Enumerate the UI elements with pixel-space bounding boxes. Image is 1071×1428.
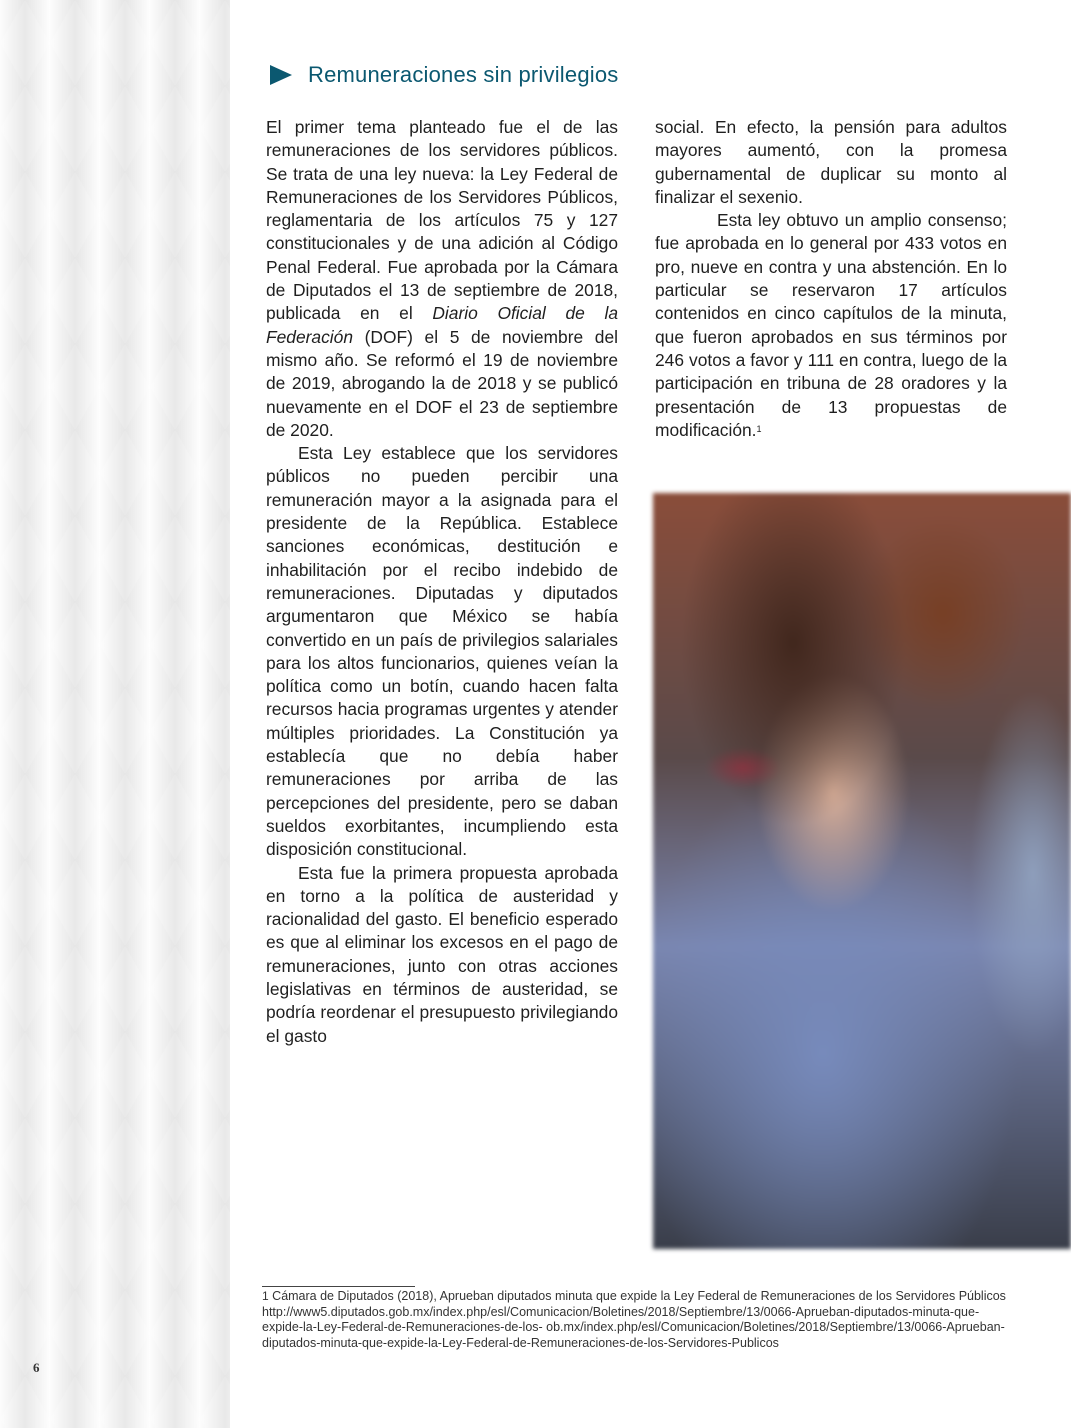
footnote-divider (262, 1286, 415, 1287)
right-text-column (655, 116, 1007, 442)
footnote-number: 1 (262, 1289, 269, 1303)
blurred-photo (653, 493, 1071, 1249)
left-text-column (266, 116, 618, 1048)
section-heading (270, 62, 618, 88)
footnote (262, 1289, 1007, 1351)
page-number: 6 (33, 1360, 40, 1375)
paragraph-1: El primer tema planteado fue el de las remuneraciones de los servidores públicos. Se trata de una ley nueva: la Ley Federal de Remuneraciones de los Servidores Públicos, reglamentaria de los artículos 75 y 127 constitucionales y de una adición al Código Penal Federal. Fue aprobada por la Cámara de Diputados el 13 de septiembre de 2018, publicada en el Diario Oficial de la Federación (DOF) el 5 de noviembre del mismo año. Se reformó el 19 de noviembre de 2019, abrogando la de 2018 y se publicó nuevamente en el DOF el 23 de septiembre de 2020. (266, 117, 618, 440)
paragraph-5: Esta ley obtuvo un amplio consenso; fue aprobada en lo general por 433 votos en pro, nueve en contra y una abstención. En lo particular se reservaron 17 artículos contenidos en cinco capítulos de la minuta, que fueron aprobados en sus términos por 246 votos a favor y 111 en contra, luego de la participación en tribuna de 28 oradores y la presentación de 13 propuestas de modificación.$^1$ (655, 210, 1007, 440)
publication-title: Diario Oficial de la Federación (266, 303, 618, 347)
footnote-text: Cámara de Diputados (2018), Aprueban diputados minuta que expide la Ley Federal de Remuneraciones de los Servidores Públicos http://www5.diputados.gob.mx/index.php/esl/Comunicacion/Boletines/2018/Septiembre/13/0066-Aprueban-diputados-minuta-que-expide-la-Ley-Federal-de-Remuneraciones-de-los- ob.mx/index.php/esl/Comunicacion/Boletines/2018/Septiembre/13/0066-Aprueban-diputados-minuta-que-expide-la-Ley-Federal-de-Remuneraciones-de-los-Servidores-Publicos (262, 1289, 1006, 1350)
paragraph-4: social. En efecto, la pensión para adultos mayores aumentó, con la promesa gubernamental de duplicar su monto al finalizar el sexenio. (655, 117, 1007, 207)
decorative-side-pattern (0, 0, 230, 1428)
paragraph-3: Esta fue la primera propuesta aprobada en torno a la política de austeridad y racionalidad del gasto. El beneficio esperado es que al eliminar los excesos en el pago de remuneraciones, junto con otras acciones legislativas en términos de austeridad, se podría reordenar el presupuesto privilegiando el gasto (266, 862, 618, 1046)
triangle-bullet-icon (270, 65, 292, 85)
footnote-reference[interactable]: 1 (756, 423, 762, 434)
paragraph-2: Esta Ley establece que los servidores públicos no pueden percibir una remuneración mayor a la asignada para el presidente de la República. Establece sanciones económicas, destitución e inhabilitación por el recibo indebido de remuneraciones. Diputadas y diputados argumentaron que México se había convertido en un país de privilegios salariales para los altos funcionarios, quienes veían la política como un botín, cuando hacen falta recursos hacia programas urgentes y atender múltiples prioridades. La Constitución ya establecía que no debía haber remuneraciones por arriba de las percepciones del presidente, pero se daban sueldos exorbitantes, incumpliendo esta disposición constitucional. (266, 443, 618, 860)
section-title: Remuneraciones sin privilegios (308, 62, 619, 87)
